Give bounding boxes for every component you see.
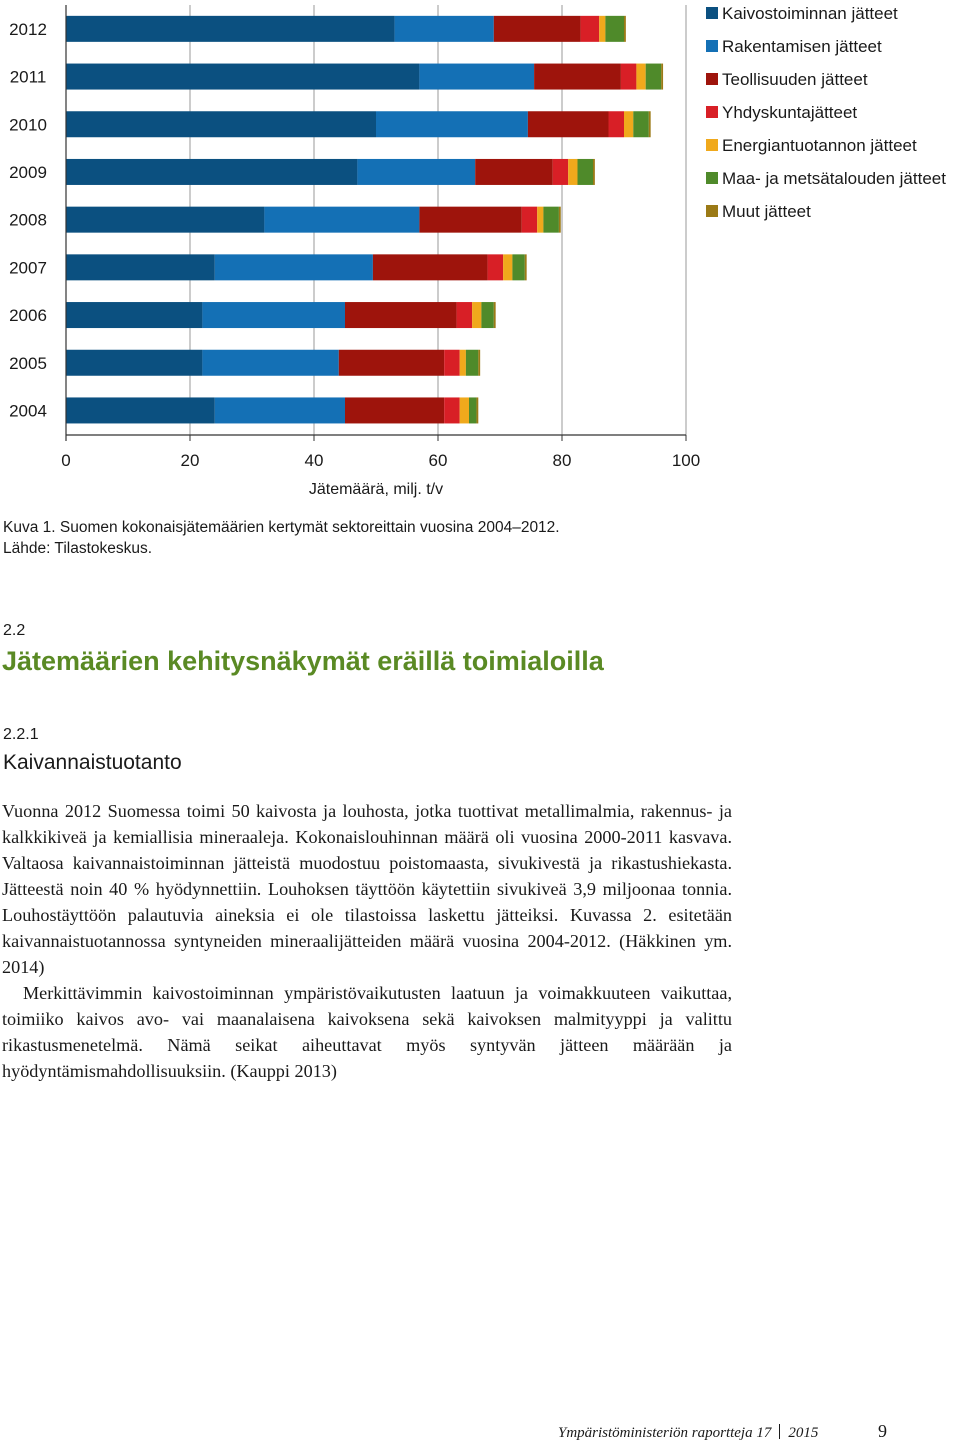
bar-segment — [494, 16, 581, 42]
bar-segment — [609, 111, 625, 137]
year-label: 2007 — [9, 258, 47, 278]
bar-segment — [475, 159, 553, 185]
legend-label: Muut jätteet — [722, 202, 811, 221]
bar-segment — [457, 302, 473, 328]
bar-segment — [534, 64, 621, 90]
section-number: 2.2 — [3, 622, 26, 639]
legend — [706, 4, 946, 221]
bar-segment — [528, 111, 609, 137]
bar-segment — [345, 397, 444, 423]
figure-caption — [3, 517, 560, 559]
page-number: 9 — [878, 1421, 887, 1441]
bar-segment — [66, 111, 376, 137]
legend-label: Kaivostoiminnan jätteet — [722, 4, 898, 23]
bar-segment — [578, 159, 594, 185]
page-footer — [558, 1424, 818, 1442]
bar-segment — [624, 16, 626, 42]
bar-segment — [522, 207, 538, 233]
bar-segment — [419, 64, 534, 90]
bar-segment — [543, 207, 559, 233]
legend-swatch — [706, 172, 718, 184]
bars — [66, 16, 663, 424]
bar-segment — [466, 350, 478, 376]
x-tick-label: 20 — [180, 451, 200, 470]
bar-segment — [494, 302, 496, 328]
bar-segment — [605, 16, 624, 42]
bar-segment — [503, 254, 512, 280]
x-tick-label: 100 — [671, 451, 701, 470]
paragraph-2: Merkittävimmin kaivostoiminnan ympäristövaikutusten laatuun ja voimakkuuteen vaikuttaa, toimiiko kaivos avo- vai maanalaisena kaivoksena sekä kaivoksen malmityyppi ja valittu rikastusmenetelmä. Nämä seikat aiheuttavat myös syntyvän jätteen määrään ja hyödyntämismahdollisuuksiin. (Kauppi 2013) — [2, 983, 732, 1081]
legend-label: Rakentamisen jätteet — [722, 37, 882, 56]
x-tick-label: 0 — [61, 451, 71, 470]
legend-label: Energiantuotannon jätteet — [722, 136, 917, 155]
bar-segment — [481, 302, 493, 328]
bar-segment — [66, 159, 357, 185]
legend-label: Yhdyskuntajätteet — [722, 103, 858, 122]
bar-segment — [66, 64, 419, 90]
legend-swatch — [706, 73, 718, 85]
bar-segment — [568, 159, 577, 185]
x-axis-title: Jätemäärä, milj. t/v — [308, 481, 444, 498]
bar-segment — [646, 64, 662, 90]
section-title: Jätemäärien kehitysnäkymät eräillä toimialoilla — [2, 646, 604, 676]
bar-segment — [419, 207, 521, 233]
bar-segment — [215, 254, 373, 280]
bar-segment — [488, 254, 504, 280]
bar-segment — [357, 159, 475, 185]
publication-name: Ympäristöministeriön raportteja — [558, 1425, 753, 1441]
legend-swatch — [706, 139, 718, 151]
bar-segment — [373, 254, 488, 280]
year-label: 2012 — [9, 19, 47, 39]
bar-segment — [66, 16, 395, 42]
body-text — [2, 798, 732, 1084]
bar-segment — [649, 111, 651, 137]
issue-number: 17 — [756, 1425, 772, 1441]
publication-year: 2015 — [788, 1425, 819, 1441]
legend-label: Maa- ja metsätalouden jätteet — [722, 169, 946, 188]
x-tick-label: 60 — [428, 451, 448, 470]
bar-segment — [537, 207, 543, 233]
bar-segment — [553, 159, 569, 185]
bar-segment — [599, 16, 605, 42]
footer-divider — [779, 1424, 780, 1439]
stacked-bar-chart — [0, 0, 960, 505]
bar-segment — [339, 350, 444, 376]
bar-segment — [478, 350, 480, 376]
bar-segment — [66, 254, 215, 280]
bar-segment — [472, 302, 481, 328]
year-label: 2008 — [9, 210, 47, 230]
bar-segment — [621, 64, 637, 90]
year-label: 2004 — [9, 401, 47, 421]
bar-segment — [66, 302, 202, 328]
bar-segment — [376, 111, 528, 137]
subsection-number: 2.2.1 — [3, 726, 39, 743]
bar-segment — [460, 350, 466, 376]
bar-segment — [633, 111, 649, 137]
bar-segment — [525, 254, 527, 280]
bar-segment — [469, 397, 476, 423]
year-labels — [9, 20, 47, 421]
bar-segment — [581, 16, 600, 42]
legend-swatch — [706, 40, 718, 52]
bar-segment — [395, 16, 494, 42]
year-label: 2009 — [9, 162, 47, 182]
bar-segment — [636, 64, 645, 90]
bar-segment — [476, 397, 478, 423]
legend-label: Teollisuuden jätteet — [722, 70, 868, 89]
bar-segment — [593, 159, 595, 185]
subsection-title: Kaivannaistuotanto — [3, 751, 182, 774]
bar-segment — [460, 397, 469, 423]
bar-segment — [512, 254, 524, 280]
bar-segment — [661, 64, 663, 90]
year-label: 2005 — [9, 353, 47, 373]
year-label: 2011 — [9, 67, 47, 87]
legend-swatch — [706, 106, 718, 118]
x-tick-label: 40 — [304, 451, 324, 470]
bar-segment — [66, 350, 202, 376]
caption-line-1: Kuva 1. Suomen kokonaisjätemäärien kertymät sektoreittain vuosina 2004–2012. — [3, 519, 560, 536]
bar-segment — [624, 111, 633, 137]
paragraph-1: Vuonna 2012 Suomessa toimi 50 kaivosta ja louhosta, jotka tuottivat metallimalmia, rakennus- ja kalkkikiveä ja kemiallisia mineraaleja. Kokonaislouhinnan määrä oli vuosina 2000-2011 kasvava. Valtaosa kaivannaistoiminnan jätteistä muodostuu poistomaasta, sivukivestä ja rikastushiekasta. Jätteestä noin 40 % hyödynnettiin. Louhoksen täyttöön käytettiin sivukiveä 3,9 miljoonaa tonnia. Louhostäyttöön palautuvia aineksia ei ole tilastoissa laskettu jätteiksi. Kuvassa 2. esitetään kaivannaistuotannossa syntyneiden mineraalijätteiden määrä vuosina 2004-2012. (Häkkinen ym. 2014) — [2, 801, 732, 977]
legend-swatch — [706, 205, 718, 217]
year-label: 2006 — [9, 306, 47, 326]
bar-segment — [345, 302, 457, 328]
bar-segment — [264, 207, 419, 233]
caption-line-2: Lähde: Tilastokeskus. — [3, 540, 153, 557]
bar-segment — [66, 397, 215, 423]
x-tick-label: 80 — [552, 451, 572, 470]
bar-segment — [202, 302, 345, 328]
bar-segment — [559, 207, 561, 233]
bar-segment — [444, 350, 460, 376]
bar-segment — [202, 350, 338, 376]
year-label: 2010 — [9, 115, 47, 135]
bar-segment — [66, 207, 264, 233]
legend-swatch — [706, 7, 718, 19]
bar-segment — [444, 397, 460, 423]
bar-segment — [215, 397, 345, 423]
